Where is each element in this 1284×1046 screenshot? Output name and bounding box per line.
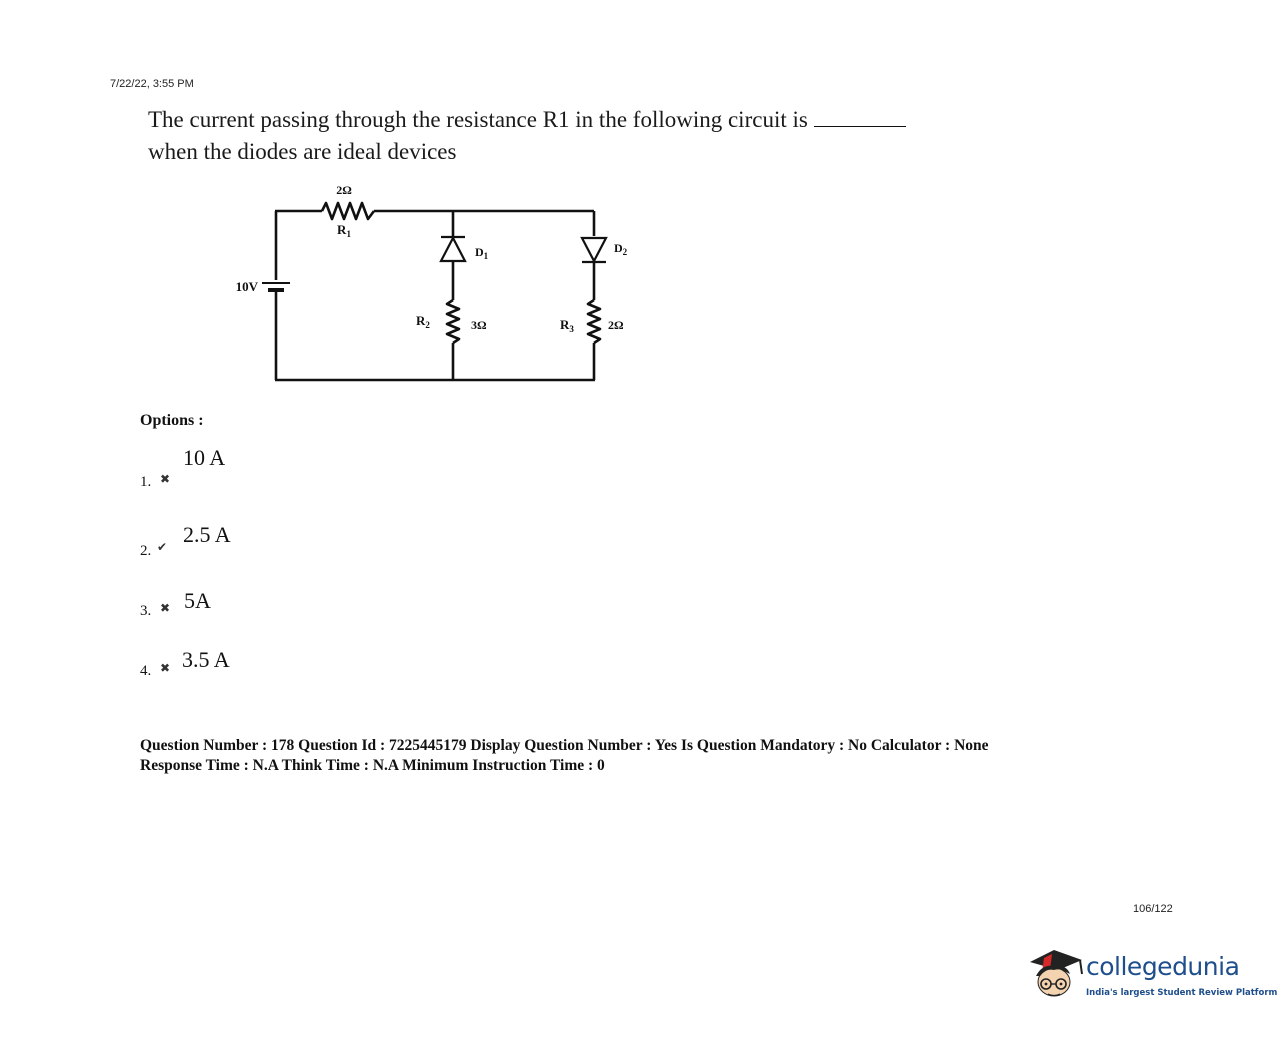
mascot-icon xyxy=(1024,940,1086,1008)
circuit-diagram xyxy=(220,176,640,392)
timestamp: 7/22/22, 3:55 PM xyxy=(110,78,194,90)
d1-label: $D_1$ xyxy=(475,245,489,261)
question-text xyxy=(148,104,948,168)
r2-value: 3Ω xyxy=(471,318,487,332)
page-number: 106/122 xyxy=(1133,903,1173,915)
question-line-1: The current passing through the resistance R1 in the following circuit is xyxy=(148,107,808,132)
option-2-number: 2. xyxy=(140,543,152,559)
r1-label: $R_1$ xyxy=(337,222,351,239)
r2-label: $R_2$ xyxy=(416,313,430,330)
resistor-r1 xyxy=(322,203,374,219)
r3-label: $R_3$ xyxy=(560,317,574,334)
battery-source xyxy=(262,283,290,290)
option-2-check-icon: ✔ xyxy=(157,540,168,554)
option-1-cross-icon: ✖ xyxy=(160,472,171,486)
option-3-number: 3. xyxy=(140,603,152,619)
logo-name: collegedunia xyxy=(1086,952,1240,981)
option-4-text: 3.5 A xyxy=(182,647,230,672)
question-meta xyxy=(140,736,989,776)
source-label: 10V xyxy=(235,279,258,294)
option-4-cross-icon: ✖ xyxy=(160,661,171,675)
question-line-2: when the diodes are ideal devices xyxy=(148,139,457,164)
option-2-text: 2.5 A xyxy=(183,522,231,547)
logo-tagline: India's largest Student Review Platform xyxy=(1086,988,1278,998)
answer-blank xyxy=(814,108,906,127)
question-meta-line-1: Question Number : 178 Question Id : 7225445179 Display Question Number : Yes Is Question Mandatory : No Calculator : None xyxy=(140,737,989,754)
option-4-number: 4. xyxy=(140,663,152,679)
option-3-text: 5A xyxy=(184,588,211,613)
option-1-text: 10 A xyxy=(183,445,226,470)
option-3-cross-icon: ✖ xyxy=(160,601,171,615)
resistor-r3 xyxy=(588,300,600,343)
options-title: Options : xyxy=(140,412,204,429)
question-meta-line-2: Response Time : N.A Think Time : N.A Minimum Instruction Time : 0 xyxy=(140,757,605,774)
diode-d1 xyxy=(441,237,465,261)
r3-value: 2Ω xyxy=(608,318,624,332)
r1-value: 2Ω xyxy=(336,183,352,197)
d2-label: $D_2$ xyxy=(614,241,628,257)
resistor-r2 xyxy=(447,300,459,343)
diode-d2 xyxy=(582,238,606,262)
option-1-number: 1. xyxy=(140,474,152,490)
